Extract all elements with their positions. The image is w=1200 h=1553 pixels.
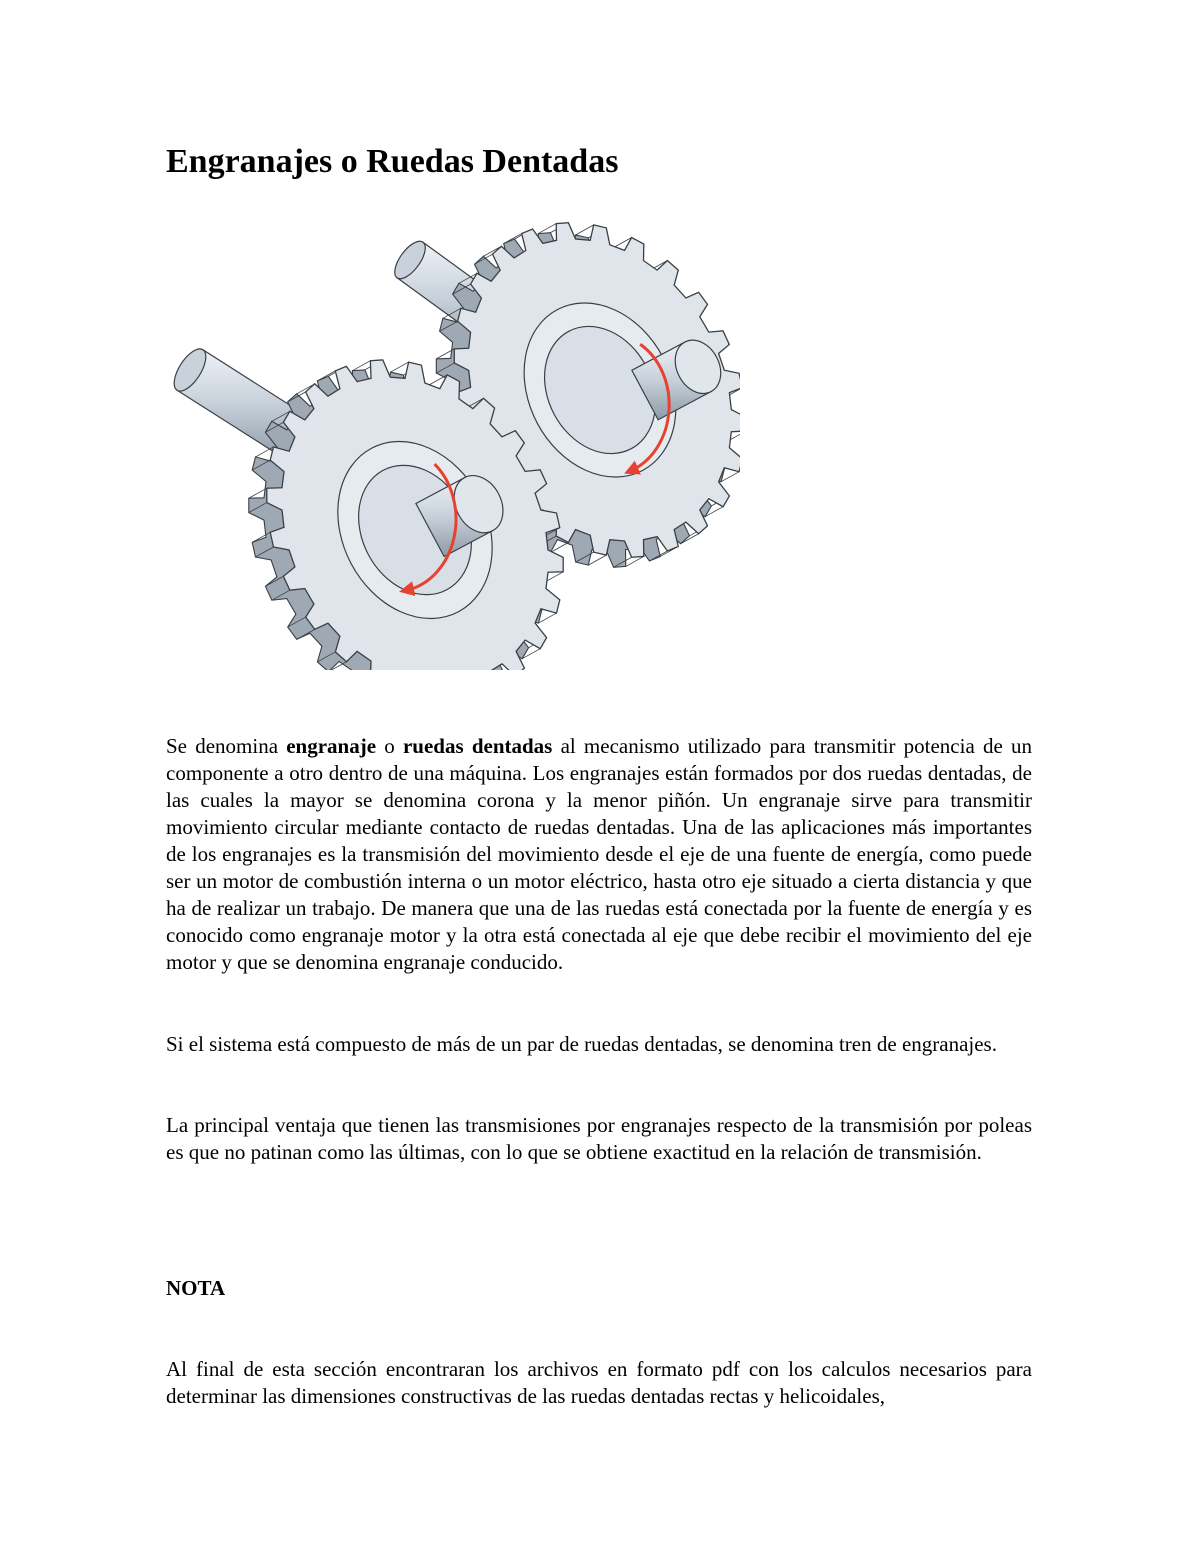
intro-text-3: al mecanismo utilizado para transmitir potencia de un componente a otro dentro de una máquina. Los engranajes están formados por dos ruedas dentadas, de las cuales la mayor se denomina corona y la menor piñón. Un engranaje sirve para transmitir movimiento circular mediante contacto de ruedas dentadas. Una de las aplicaciones más importantes de los engranajes es la transmisión del movimiento desde el eje de una fuente de energía, como puede ser un motor de combustión interna o un motor eléctrico, hasta otro eje situado a cierta distancia y que ha de realizar un trabajo. De manera que una de las ruedas está conectada por la fuente de energía y es conocido como engranaje motor y la otra está conectada al eje que debe recibir el movimiento del eje motor y que se denomina engranaje conducido. [166, 734, 1032, 974]
note-paragraph: Al final de esta sección encontraran los archivos en formato pdf con los calculos necesarios para determinar las dimensiones constructivas de las ruedas dentadas rectas y helicoidales, [166, 1357, 1032, 1408]
term-ruedas-dentadas: ruedas dentadas [402, 734, 553, 758]
term-engranaje: engranaje [286, 734, 377, 758]
intro-text-2: o [376, 734, 403, 758]
intro-paragraph [166, 733, 1032, 976]
gears-illustration-svg [160, 200, 740, 670]
gears-illustration [160, 200, 740, 670]
gear-train-paragraph: Si el sistema está compuesto de más de un par de ruedas dentadas, se denomina tren de engranajes. [166, 1032, 997, 1056]
advantage-paragraph: La principal ventaja que tienen las transmisiones por engranajes respecto de la transmisión por poleas es que no patinan como las últimas, con lo que se obtiene exactitud en la relación de transmisión. [166, 1113, 1032, 1164]
intro-text-1: Se denomina [166, 734, 287, 758]
note-heading: NOTA [166, 1276, 226, 1300]
page-title: Engranajes o Ruedas Dentadas [166, 143, 619, 180]
